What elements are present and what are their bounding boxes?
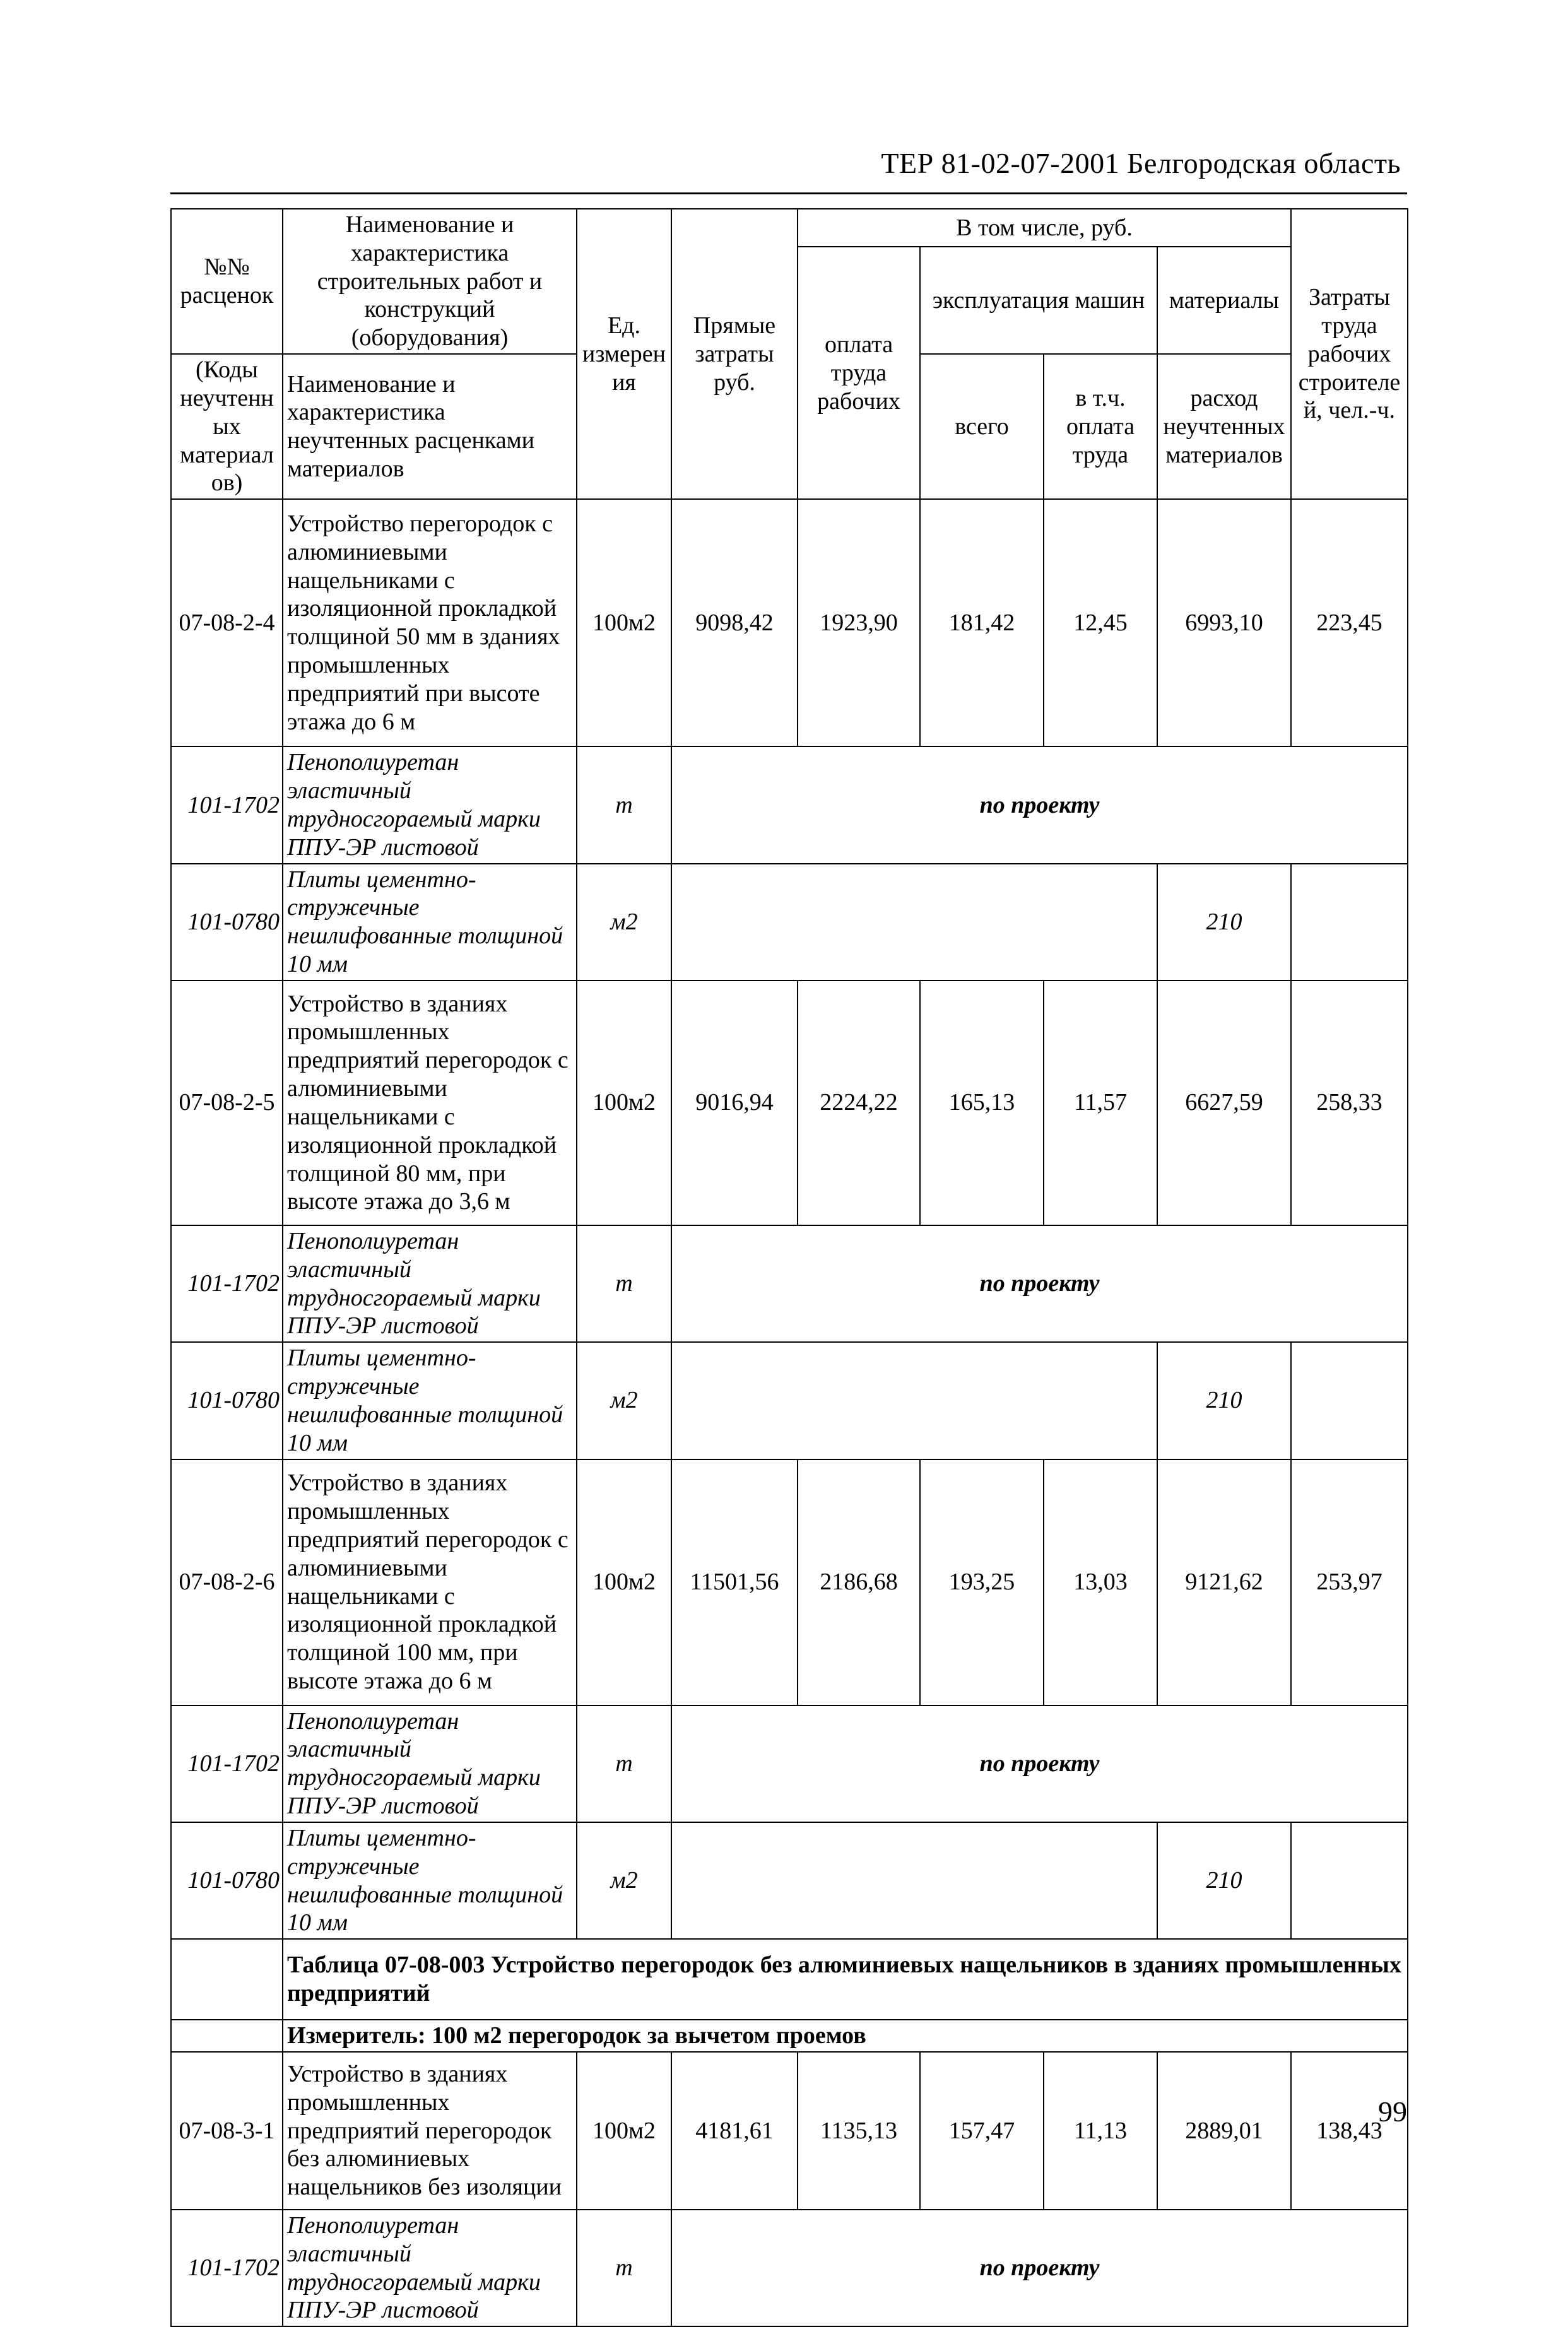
empty-cell <box>171 2020 283 2052</box>
material-row <box>171 1822 1408 1939</box>
material-value: по проекту <box>671 1705 1408 1822</box>
material-name: Плиты цементно-стружечные нешлифованные толщиной 10 мм <box>283 864 577 981</box>
table-measurer: Измеритель: 100 м2 перегородок за вычетом проемов <box>283 2020 1408 2052</box>
material-value: по проекту <box>671 2210 1408 2326</box>
rate-direct: 9016,94 <box>671 981 798 1225</box>
empty-cell <box>1291 1342 1408 1459</box>
rate-machines-wages: 12,45 <box>1044 499 1157 746</box>
rate-materials: 6993,10 <box>1157 499 1291 746</box>
material-unit: м2 <box>577 1342 671 1459</box>
measurer-row <box>171 2020 1408 2052</box>
rate-machines-wages: 13,03 <box>1044 1459 1157 1705</box>
col-machines-header: эксплуатация машин <box>920 247 1157 354</box>
rate-labor: 253,97 <box>1291 1459 1408 1705</box>
col-name-sub-header: Наименование и характеристика неучтенных расценками материалов <box>283 354 577 499</box>
material-name: Пенополиуретан эластичный трудносгораемый марки ППУ-ЭР листовой <box>283 746 577 863</box>
empty-cell <box>171 1939 283 2020</box>
col-wages-header: оплата труда рабочих <box>798 247 920 499</box>
rate-direct: 11501,56 <box>671 1459 798 1705</box>
rate-labor: 223,45 <box>1291 499 1408 746</box>
material-value: 210 <box>1157 864 1291 981</box>
empty-cell <box>671 864 1157 981</box>
col-incl-wages-header: в т.ч. оплата труда <box>1044 354 1157 499</box>
rate-name: Устройство в зданиях промышленных предприятий перегородок с алюминиевыми нащельниками с изоляционной прокладкой толщиной 80 мм, при высоте этажа до 3,6 м <box>283 981 577 1225</box>
material-code: 101-0780 <box>171 864 283 981</box>
empty-cell <box>1291 1822 1408 1939</box>
material-unit: т <box>577 1705 671 1822</box>
material-name: Плиты цементно-стружечные нешлифованные толщиной 10 мм <box>283 1822 577 1939</box>
material-name: Плиты цементно-стружечные нешлифованные толщиной 10 мм <box>283 1342 577 1459</box>
col-mat-use-header: расход неучтенных материалов <box>1157 354 1291 499</box>
material-unit: т <box>577 746 671 863</box>
material-name: Пенополиуретан эластичный трудносгораемый марки ППУ-ЭР листовой <box>283 1705 577 1822</box>
rate-machines-wages: 11,13 <box>1044 2052 1157 2210</box>
page-number: 99 <box>1378 2095 1407 2128</box>
col-unit-header: Ед. измерения <box>577 209 671 499</box>
rates-table <box>170 208 1408 2327</box>
material-code: 101-1702 <box>171 746 283 863</box>
material-value: по проекту <box>671 746 1408 863</box>
col-incl-header: В том числе, руб. <box>798 209 1291 247</box>
rate-machines: 193,25 <box>920 1459 1044 1705</box>
material-value: 210 <box>1157 1822 1291 1939</box>
rate-materials: 2889,01 <box>1157 2052 1291 2210</box>
rate-materials: 6627,59 <box>1157 981 1291 1225</box>
rate-machines: 165,13 <box>920 981 1044 1225</box>
rate-materials: 9121,62 <box>1157 1459 1291 1705</box>
table-title-row <box>171 1939 1408 2020</box>
col-direct-header: Прямые затраты руб. <box>671 209 798 499</box>
material-value: по проекту <box>671 1225 1408 1342</box>
rate-direct: 4181,61 <box>671 2052 798 2210</box>
material-value: 210 <box>1157 1342 1291 1459</box>
rate-code: 07-08-2-4 <box>171 499 283 746</box>
header-rule <box>170 192 1407 194</box>
rate-wages: 2224,22 <box>798 981 920 1225</box>
rate-name: Устройство перегородок с алюминиевыми нащельниками с изоляционной прокладкой толщиной 50 мм в зданиях промышленных предприятий при высоте этажа до 6 м <box>283 499 577 746</box>
col-name-header: Наименование и характеристика строительных работ и конструкций (оборудования) <box>283 209 577 354</box>
table-row <box>171 499 1408 746</box>
material-row <box>171 864 1408 981</box>
material-name: Пенополиуретан эластичный трудносгораемый марки ППУ-ЭР листовой <box>283 2210 577 2326</box>
material-code: 101-1702 <box>171 1705 283 1822</box>
material-row <box>171 2210 1408 2326</box>
rate-direct: 9098,42 <box>671 499 798 746</box>
col-materials-header: материалы <box>1157 247 1291 354</box>
table-row <box>171 1459 1408 1705</box>
rate-labor: 258,33 <box>1291 981 1408 1225</box>
material-code: 101-0780 <box>171 1822 283 1939</box>
rate-code: 07-08-2-5 <box>171 981 283 1225</box>
rate-wages: 1135,13 <box>798 2052 920 2210</box>
material-row <box>171 746 1408 863</box>
material-unit: м2 <box>577 864 671 981</box>
material-row <box>171 1342 1408 1459</box>
col-code-header: №№ расценок <box>171 209 283 354</box>
rate-wages: 2186,68 <box>798 1459 920 1705</box>
col-total-header: всего <box>920 354 1044 499</box>
rate-wages: 1923,90 <box>798 499 920 746</box>
material-unit: м2 <box>577 1822 671 1939</box>
rate-machines-wages: 11,57 <box>1044 981 1157 1225</box>
material-row <box>171 1705 1408 1822</box>
rate-name: Устройство в зданиях промышленных предприятий перегородок без алюминиевых нащельников без изоляции <box>283 2052 577 2210</box>
col-code-sub-header: (Коды неучтенных материалов) <box>171 354 283 499</box>
rate-labor: 138,43 <box>1291 2052 1408 2210</box>
rate-unit: 100м2 <box>577 1459 671 1705</box>
material-name: Пенополиуретан эластичный трудносгораемый марки ППУ-ЭР листовой <box>283 1225 577 1342</box>
rate-unit: 100м2 <box>577 981 671 1225</box>
empty-cell <box>671 1822 1157 1939</box>
material-unit: т <box>577 1225 671 1342</box>
material-row <box>171 1225 1408 1342</box>
empty-cell <box>671 1342 1157 1459</box>
material-code: 101-1702 <box>171 2210 283 2326</box>
rate-name: Устройство в зданиях промышленных предприятий перегородок с алюминиевыми нащельниками с изоляционной прокладкой толщиной 100 мм, при высоте этажа до 6 м <box>283 1459 577 1705</box>
material-unit: т <box>577 2210 671 2326</box>
rate-unit: 100м2 <box>577 2052 671 2210</box>
empty-cell <box>1291 864 1408 981</box>
table-row <box>171 981 1408 1225</box>
col-labor-header: Затраты труда рабочих строителей, чел.-ч. <box>1291 209 1408 499</box>
rate-machines: 157,47 <box>920 2052 1044 2210</box>
document-header: ТЕР 81-02-07-2001 Белгородская область <box>881 147 1401 179</box>
material-code: 101-1702 <box>171 1225 283 1342</box>
table-title: Таблица 07-08-003 Устройство перегородок без алюминиевых нащельников в зданиях промышленных предприятий <box>283 1939 1408 2020</box>
rate-unit: 100м2 <box>577 499 671 746</box>
material-code: 101-0780 <box>171 1342 283 1459</box>
rate-code: 07-08-2-6 <box>171 1459 283 1705</box>
table-row <box>171 2052 1408 2210</box>
rate-code: 07-08-3-1 <box>171 2052 283 2210</box>
rate-machines: 181,42 <box>920 499 1044 746</box>
